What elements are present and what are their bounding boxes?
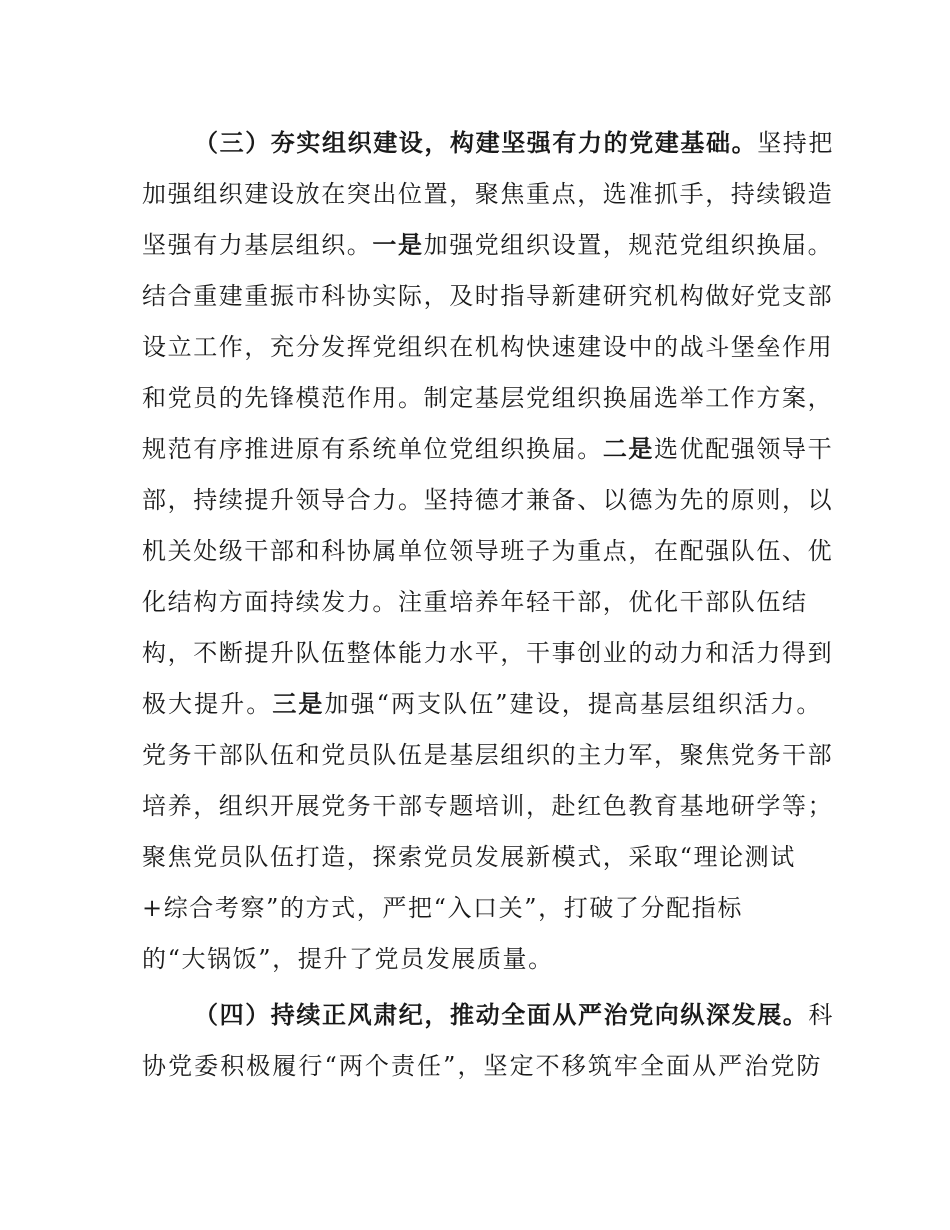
paragraph-line — [142, 688, 822, 720]
paragraph-line: 的“大锅饭”，提升了党员发展质量。 — [142, 945, 554, 973]
text-run: 极大提升。 — [142, 690, 273, 718]
paragraph-line: 化结构方面持续发力。注重培养年轻干部，优化干部队伍结 — [142, 588, 808, 616]
text-run: 选优配强领导干 — [654, 435, 834, 463]
paragraph-line: 党务干部队伍和党员队伍是基层组织的主力军，聚焦党务干部 — [142, 741, 834, 769]
marker-sanshi: 三是 — [272, 690, 325, 718]
paragraph-line: 加强组织建设放在突出位置，聚焦重点，选准抓手，持续锻造 — [142, 180, 834, 208]
paragraph-line: 聚焦党员队伍打造，探索党员发展新模式，采取“理论测试 — [142, 843, 796, 871]
marker-ershi: 二是 — [602, 435, 655, 463]
paragraph-line: +综合考察”的方式，严把“入口关”，打破了分配指标 — [142, 894, 743, 922]
marker-yishi: 一是 — [372, 231, 424, 259]
paragraph-line — [142, 433, 834, 465]
paragraph-line: 机关处级干部和科协属单位领导班子为重点，在配强队伍、优 — [142, 537, 834, 565]
text-run: 坚强有力基层组织。 — [142, 231, 373, 259]
paragraph-line: 和党员的先锋模范作用。制定基层党组织换届选举工作方案， — [142, 384, 834, 412]
section-3-first-line — [194, 127, 835, 159]
paragraph-line: 培养，组织开展党务干部专题培训，赴红色教育基地研学等； — [142, 792, 834, 820]
paragraph-line: 部，持续提升领导合力。坚持德才兼备、以德为先的原则，以 — [142, 486, 834, 514]
paragraph-line — [142, 229, 834, 261]
section-4-heading: （四）持续正风肃纪，推动全面从严治党向纵深发展。 — [194, 1001, 809, 1029]
text-run: 加强“两支队伍”建设，提高基层组织活力。 — [324, 690, 823, 718]
text-run: 规范有序推进原有系统单位党组织换届。 — [142, 435, 603, 463]
paragraph-line: 结合重建重振市科协实际，及时指导新建研究机构做好党支部 — [142, 282, 834, 310]
section-4-first-line — [194, 999, 835, 1031]
section-3-heading: （三）夯实组织建设，构建坚强有力的党建基础。 — [194, 129, 758, 157]
text-run: 坚持把 — [757, 129, 835, 157]
paragraph-line: 构，不断提升队伍整体能力水平，干事创业的动力和活力得到 — [142, 639, 834, 667]
text-run: 科 — [808, 1001, 835, 1029]
paragraph-line: 协党委积极履行“两个责任”，坚定不移筑牢全面从严治党防 — [142, 1052, 822, 1080]
text-run: 加强党组织设置，规范党组织换届。 — [423, 231, 834, 259]
paragraph-line: 设立工作，充分发挥党组织在机构快速建设中的战斗堡垒作用 — [142, 333, 834, 361]
